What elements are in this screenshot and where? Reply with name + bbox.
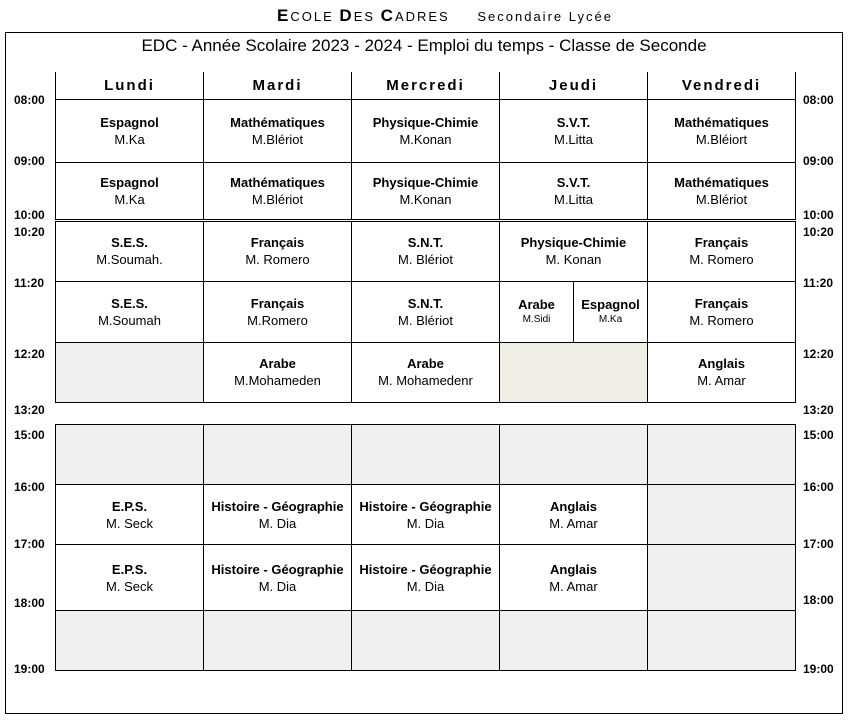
empty-slot-mercredi[interactable]	[352, 425, 500, 485]
time-right-1120: 11:20	[803, 276, 834, 290]
day-header-jeudi: Jeudi	[500, 72, 648, 99]
class-slot-mardi[interactable]	[204, 485, 352, 545]
class-slot-jeudi[interactable]	[500, 485, 648, 545]
school-initial-c: C	[380, 6, 395, 25]
school-word-cadres: ADRES	[394, 9, 450, 24]
class-slot-lundi[interactable]	[56, 485, 204, 545]
period-row	[56, 425, 796, 485]
empty-slot-jeudi[interactable]	[500, 342, 648, 402]
time-left-1000: 10:00	[14, 208, 45, 222]
class-slot-mardi[interactable]	[204, 99, 352, 162]
teacher-name: M. Konan	[545, 252, 602, 267]
school-initial-e: E	[277, 6, 291, 25]
subject-name: Arabe	[259, 356, 296, 371]
time-left-1600: 16:00	[14, 480, 45, 494]
teacher-name: M.Soumah.	[96, 252, 163, 267]
empty-slot-lundi[interactable]	[56, 425, 204, 485]
class-slot-vendredi[interactable]	[648, 220, 796, 281]
empty-slot-vendredi[interactable]	[648, 425, 796, 485]
teacher-name: M.Romero	[247, 312, 308, 328]
subject-name: S.E.S.	[111, 235, 148, 250]
subject-name: Anglais	[550, 561, 597, 577]
day-header-mercredi: Mercredi	[352, 72, 500, 99]
afternoon-schedule	[55, 424, 796, 671]
teacher-name: M.Blériot	[695, 191, 748, 207]
time-right-1500: 15:00	[803, 428, 834, 442]
subject-name: Mathématiques	[674, 174, 769, 190]
class-slot-mercredi[interactable]	[352, 162, 500, 220]
teacher-name: M.Bléiort	[695, 131, 748, 147]
period-row	[56, 99, 796, 162]
time-right-1220: 12:20	[803, 347, 834, 361]
empty-slot-vendredi[interactable]	[648, 485, 796, 545]
time-right-1020: 10:20	[803, 225, 834, 239]
school-word-des: ES	[353, 9, 376, 24]
class-slot-mardi[interactable]	[204, 162, 352, 220]
teacher-name: M.Litta	[553, 131, 593, 147]
teacher-name: M.Blériot	[251, 131, 304, 147]
subject-name: Mathématiques	[674, 114, 769, 130]
empty-slot-vendredi[interactable]	[648, 611, 796, 671]
teacher-name: M. Dia	[258, 515, 297, 531]
empty-slot-jeudi[interactable]	[500, 425, 648, 485]
subject-name: Français	[694, 295, 749, 311]
split-part	[574, 282, 647, 342]
period-row	[56, 485, 796, 545]
teacher-name: M. Romero	[689, 252, 754, 267]
school-name	[0, 6, 850, 26]
time-right-1600: 16:00	[803, 480, 834, 494]
class-slot-vendredi[interactable]	[648, 342, 796, 402]
subject-name: S.E.S.	[111, 295, 148, 311]
class-slot-jeudi[interactable]	[500, 162, 648, 220]
subject-name: Histoire - Géographie	[211, 561, 344, 577]
subject-name: Français	[694, 235, 749, 250]
period-row	[56, 220, 796, 281]
empty-slot-mercredi[interactable]	[352, 611, 500, 671]
split-slot-jeudi[interactable]	[500, 281, 648, 342]
class-slot-jeudi[interactable]	[500, 545, 648, 611]
day-header-vendredi: Vendredi	[648, 72, 796, 99]
page-title: EDC - Année Scolaire 2023 - 2024 - Emploi du temps - Classe de Seconde	[141, 36, 707, 55]
subject-name: Arabe	[407, 356, 444, 371]
time-left-1320: 13:20	[14, 403, 45, 417]
subject-name: Physique-Chimie	[372, 174, 479, 190]
school-initial-d: D	[339, 6, 354, 25]
teacher-name: M. Seck	[106, 515, 153, 531]
class-slot-mercredi[interactable]	[352, 281, 500, 342]
time-right-0900: 09:00	[803, 154, 834, 168]
teacher-name: M. Romero	[689, 312, 754, 328]
time-right-1800: 18:00	[803, 593, 834, 607]
empty-slot-mardi[interactable]	[204, 611, 352, 671]
class-slot-lundi[interactable]	[56, 281, 204, 342]
time-left-1800: 18:00	[14, 596, 45, 610]
time-right-1000: 10:00	[803, 208, 834, 222]
day-header-row	[56, 72, 796, 99]
teacher-name: M. Blériot	[398, 312, 453, 328]
class-slot-mercredi[interactable]	[352, 220, 500, 281]
time-left-0900: 09:00	[14, 154, 45, 168]
subject-name: Arabe	[518, 297, 555, 312]
time-left-1900: 19:00	[14, 662, 45, 676]
class-slot-mardi[interactable]	[204, 281, 352, 342]
empty-slot-jeudi[interactable]	[500, 611, 648, 671]
subject-name: Anglais	[698, 356, 745, 371]
teacher-name: M.Blériot	[251, 191, 304, 207]
subject-name: Mathématiques	[230, 174, 325, 190]
time-right-0800: 08:00	[803, 93, 834, 107]
teacher-name: M. Amar	[549, 515, 598, 531]
time-left-1220: 12:20	[14, 347, 45, 361]
class-slot-jeudi[interactable]	[500, 220, 648, 281]
teacher-name: M. Amar	[697, 373, 746, 388]
class-slot-jeudi[interactable]	[500, 99, 648, 162]
teacher-name: M.Mohameden	[234, 373, 321, 388]
morning-schedule	[55, 72, 796, 403]
teacher-name: M. Romero	[245, 252, 310, 267]
empty-slot-lundi[interactable]	[56, 342, 204, 402]
empty-slot-mardi[interactable]	[204, 425, 352, 485]
class-slot-lundi[interactable]	[56, 162, 204, 220]
period-row	[56, 611, 796, 671]
teacher-name: M.Konan	[399, 191, 452, 207]
subject-name: S.N.T.	[407, 295, 444, 311]
subject-name: Français	[250, 235, 305, 250]
empty-slot-vendredi[interactable]	[648, 545, 796, 611]
class-slot-lundi[interactable]	[56, 99, 204, 162]
teacher-name: M.Konan	[399, 131, 452, 147]
time-left-1020: 10:20	[14, 225, 45, 239]
teacher-name: M.Ka	[598, 314, 623, 325]
subject-name: Espagnol	[100, 114, 159, 130]
school-word-ecole: COLE	[290, 9, 334, 24]
class-slot-mardi[interactable]	[204, 220, 352, 281]
period-row	[56, 342, 796, 402]
subject-name: Français	[250, 295, 305, 311]
class-slot-mercredi[interactable]	[352, 545, 500, 611]
time-right-1320: 13:20	[803, 403, 834, 417]
class-slot-lundi[interactable]	[56, 545, 204, 611]
school-subtitle: Secondaire Lycée	[477, 9, 613, 24]
subject-name: S.V.T.	[556, 114, 591, 130]
teacher-name: M.Soumah	[98, 312, 161, 328]
teacher-name: M. Blériot	[398, 252, 453, 267]
day-header-lundi: Lundi	[56, 72, 204, 99]
teacher-name: M. Dia	[258, 578, 297, 594]
period-row	[56, 162, 796, 220]
teacher-name: M. Dia	[406, 578, 445, 594]
teacher-name: M.Sidi	[522, 314, 551, 325]
subject-name: Physique-Chimie	[372, 114, 479, 130]
empty-slot-lundi[interactable]	[56, 611, 204, 671]
split-part	[500, 282, 574, 342]
subject-name: S.V.T.	[556, 174, 591, 190]
subject-name: E.P.S.	[111, 498, 148, 514]
teacher-name: M. Seck	[106, 578, 153, 594]
period-row	[56, 545, 796, 611]
teacher-name: M.Litta	[553, 191, 593, 207]
subject-name: Histoire - Géographie	[359, 498, 492, 514]
subject-name: S.N.T.	[407, 235, 444, 250]
time-right-1900: 19:00	[803, 662, 834, 676]
class-slot-mardi[interactable]	[204, 545, 352, 611]
time-left-1700: 17:00	[14, 537, 45, 551]
teacher-name: M.Ka	[114, 131, 145, 147]
teacher-name: M.Ka	[114, 191, 145, 207]
class-slot-vendredi[interactable]	[648, 281, 796, 342]
subject-name: Mathématiques	[230, 114, 325, 130]
time-left-0800: 08:00	[14, 93, 45, 107]
time-right-1700: 17:00	[803, 537, 834, 551]
subject-name: Histoire - Géographie	[211, 498, 344, 514]
subject-name: Espagnol	[100, 174, 159, 190]
subject-name: Histoire - Géographie	[359, 561, 492, 577]
teacher-name: M. Dia	[406, 515, 445, 531]
class-slot-mercredi[interactable]	[352, 485, 500, 545]
period-row	[56, 281, 796, 342]
class-slot-mercredi[interactable]	[352, 99, 500, 162]
subject-name: Anglais	[550, 498, 597, 514]
day-header-mardi: Mardi	[204, 72, 352, 99]
class-slot-vendredi[interactable]	[648, 99, 796, 162]
time-left-1120: 11:20	[14, 276, 45, 290]
class-slot-mercredi[interactable]	[352, 342, 500, 402]
subject-name: Physique-Chimie	[520, 235, 627, 250]
class-slot-mardi[interactable]	[204, 342, 352, 402]
subject-name: Espagnol	[581, 297, 640, 312]
time-left-1500: 15:00	[14, 428, 45, 442]
teacher-name: M. Amar	[549, 578, 598, 594]
class-slot-vendredi[interactable]	[648, 162, 796, 220]
class-slot-lundi[interactable]	[56, 220, 204, 281]
subject-name: E.P.S.	[111, 561, 148, 577]
teacher-name: M. Mohamedenr	[378, 373, 473, 388]
